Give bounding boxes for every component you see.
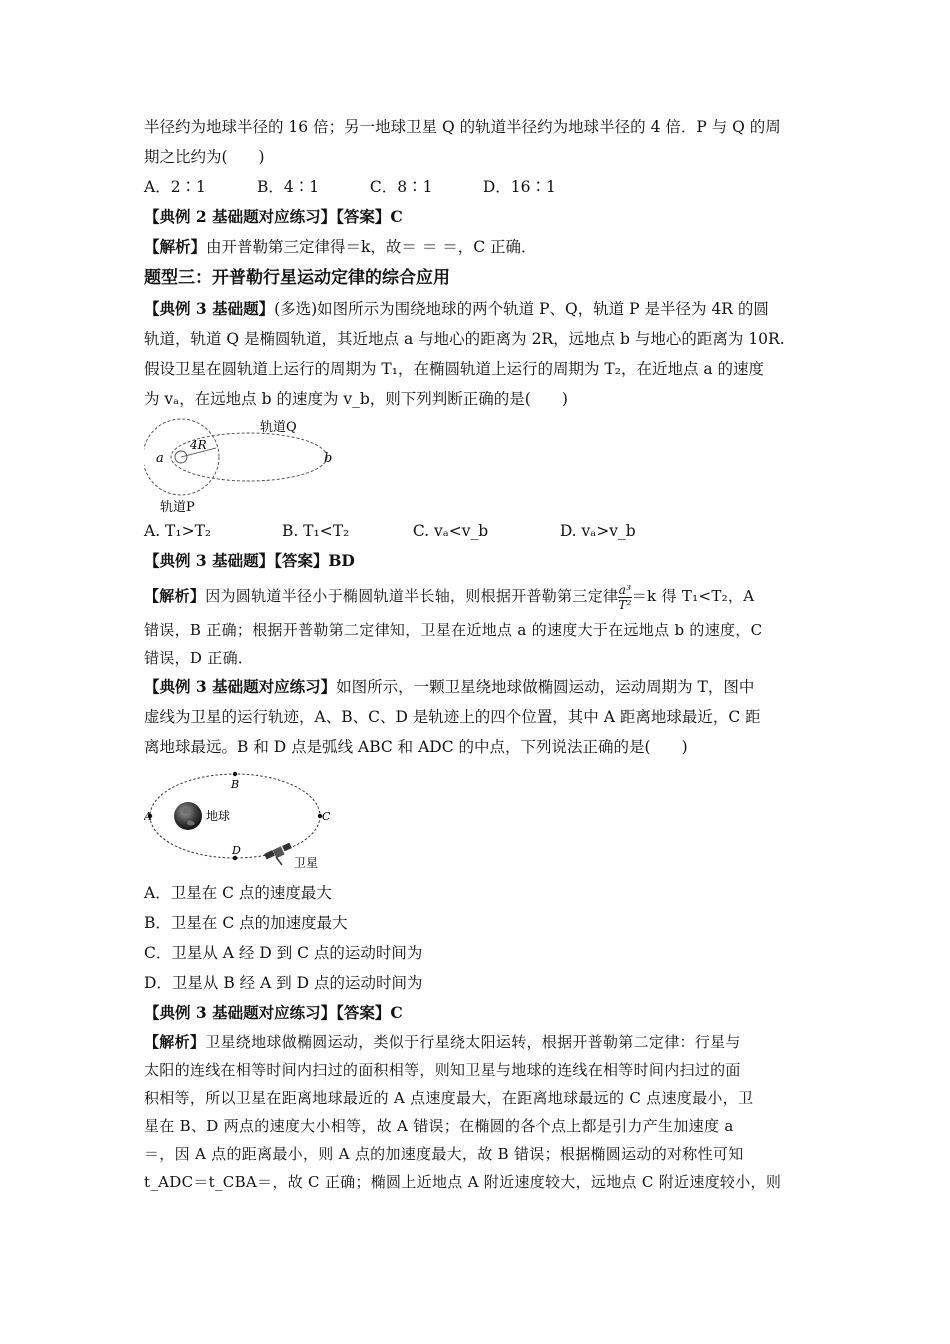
option-b: B. T₁<T₂ [281,522,350,540]
question-text [144,294,814,324]
analysis-line: 错误，B 正确；根据开普勒第二定律知，卫星在近地点 a 的速度大于在远地点 b 的速度，C [144,621,763,639]
analysis-line: 星在 B、D 两点的速度大小相等，故 A 错误；在椭圆的各个点上都是引力产生加速度 a [144,1117,734,1135]
option-b: B．卫星在 C 点的加速度最大 [144,914,348,932]
radius-label: 4R [190,438,207,452]
answer-line: 【典例 3 基础题】【答案】BD [144,551,355,570]
point-c-label: C [322,810,331,823]
orbit-q-label: 轨道Q [260,420,297,435]
point-b-dot [233,772,237,776]
options-row [144,172,814,202]
analysis-line [144,576,814,616]
question-text: 期之比约为( ) [144,148,265,166]
question-text: 为 vₐ，在远地点 b 的速度为 v_b，则下列判断正确的是( ) [144,390,568,408]
option-a: A. T₁>T₂ [144,522,212,540]
analysis-line: 太阳的连线在相等时间内扫过的面积相等，则知卫星与地球的连线在相等时间内扫过的面 [144,1061,741,1079]
analysis-text: 因为圆轨道半径小于椭圆轨道半长轴，则根据开普勒第三定律 [205,587,619,605]
analysis-line: 积相等，所以卫星在距离地球最近的 A 点速度最大，在距离地球最远的 C 点速度最小，卫 [144,1089,754,1107]
question-text: 轨道，轨道 Q 是椭圆轨道，其近地点 a 与地心的距离为 2R，远地点 b 与地心的距离为 10R. [144,330,785,348]
analysis-line: 错误，D 正确． [144,649,254,667]
options-row [144,516,814,546]
option-c: C．8∶1 [369,178,433,196]
satellite-label: 卫星 [294,856,319,870]
question-label: 【典例 3 基础题】 [144,299,275,318]
point-b-label: b [324,451,333,466]
orbit-diagram [144,418,344,516]
analysis-label: 【解析】 [144,587,206,605]
point-d-label: D [232,844,241,857]
answer-line: 【典例 3 基础题对应练习】【答案】C [144,1003,403,1022]
formula-fraction [618,583,631,612]
satellite-figure [144,768,814,874]
answer-line: 【典例 2 基础题对应练习】【答案】C [144,207,403,226]
option-d: D．16∶1 [482,178,556,196]
analysis-label: 【解析】 [144,237,207,256]
formula-denominator: T² [618,597,632,612]
analysis-text: ＝k 得 T₁<T₂，A [631,587,755,605]
option-d: D. vₐ>v_b [559,522,636,540]
earth-icon [174,802,202,830]
option-c: C. vₐ<v_b [412,522,489,540]
formula-numerator: a³ [618,582,632,597]
orbit-figure [144,418,814,516]
question-body: 如图所示，一颗卫星绕地球做椭圆运动，运动周期为 T，图中 [336,678,755,696]
question-text: 假设卫星在圆轨道上运行的周期为 T₁，在椭圆轨道上运行的周期为 T₂，在近地点 a 的速度 [144,360,765,378]
document-page [144,112,814,1196]
option-c: C．卫星从 A 经 D 到 C 点的运动时间为 [144,944,423,962]
question-body: (多选)如图所示为围绕地球的两个轨道 P、Q，轨道 P 是半径为 4R 的圆 [274,300,769,318]
earth-label: 地球 [206,809,231,823]
analysis-line [144,1028,814,1056]
point-a-label: a [156,451,164,466]
analysis-line [144,232,814,262]
option-a: A．2∶1 [144,178,206,196]
analysis-line: t_ADC＝t_CBA＝，故 C 正确；椭圆上近地点 A 附近速度较大，远地点 C 附近速度较小，则 [144,1173,782,1191]
analysis-text: 卫星绕地球做椭圆运动，类似于行星绕太阳运转，根据开普勒第二定律：行星与 [205,1033,741,1051]
question-text: 半径约为地球半径的 16 倍；另一地球卫星 Q 的轨道半径约为地球半径的 4 倍．P 与 Q 的周 [144,118,781,136]
option-d: D．卫星从 B 经 A 到 D 点的运动时间为 [144,974,423,992]
question-label: 【典例 3 基础题对应练习】 [144,677,337,696]
option-b: B．4∶1 [256,178,320,196]
analysis-line: ＝，因 A 点的距离最小，则 A 点的加速度最大，故 B 错误；根据椭圆运动的对称性可知 [144,1145,744,1163]
point-b-label: B [231,778,240,791]
satellite-orbit-diagram [144,768,344,874]
point-a-label: A [144,810,152,823]
analysis-text: 由开普勒第三定律得＝k，故＝ ＝ ＝，C 正确． [206,238,537,256]
option-a: A．卫星在 C 点的速度最大 [144,884,332,902]
section-title: 题型三：开普勒行星运动定律的综合应用 [144,268,450,288]
question-text: 虚线为卫星的运行轨迹，A、B、C、D 是轨迹上的四个位置，其中 A 距离地球最近，C 距 [144,708,761,726]
satellite-icon [264,843,292,865]
orbit-p-label: 轨道P [160,500,195,515]
question-text [144,672,814,702]
analysis-label: 【解析】 [144,1033,206,1051]
question-text: 离地球最远。B 和 D 点是弧线 ABC 和 ADC 的中点，下列说法正确的是( ) [144,738,688,756]
